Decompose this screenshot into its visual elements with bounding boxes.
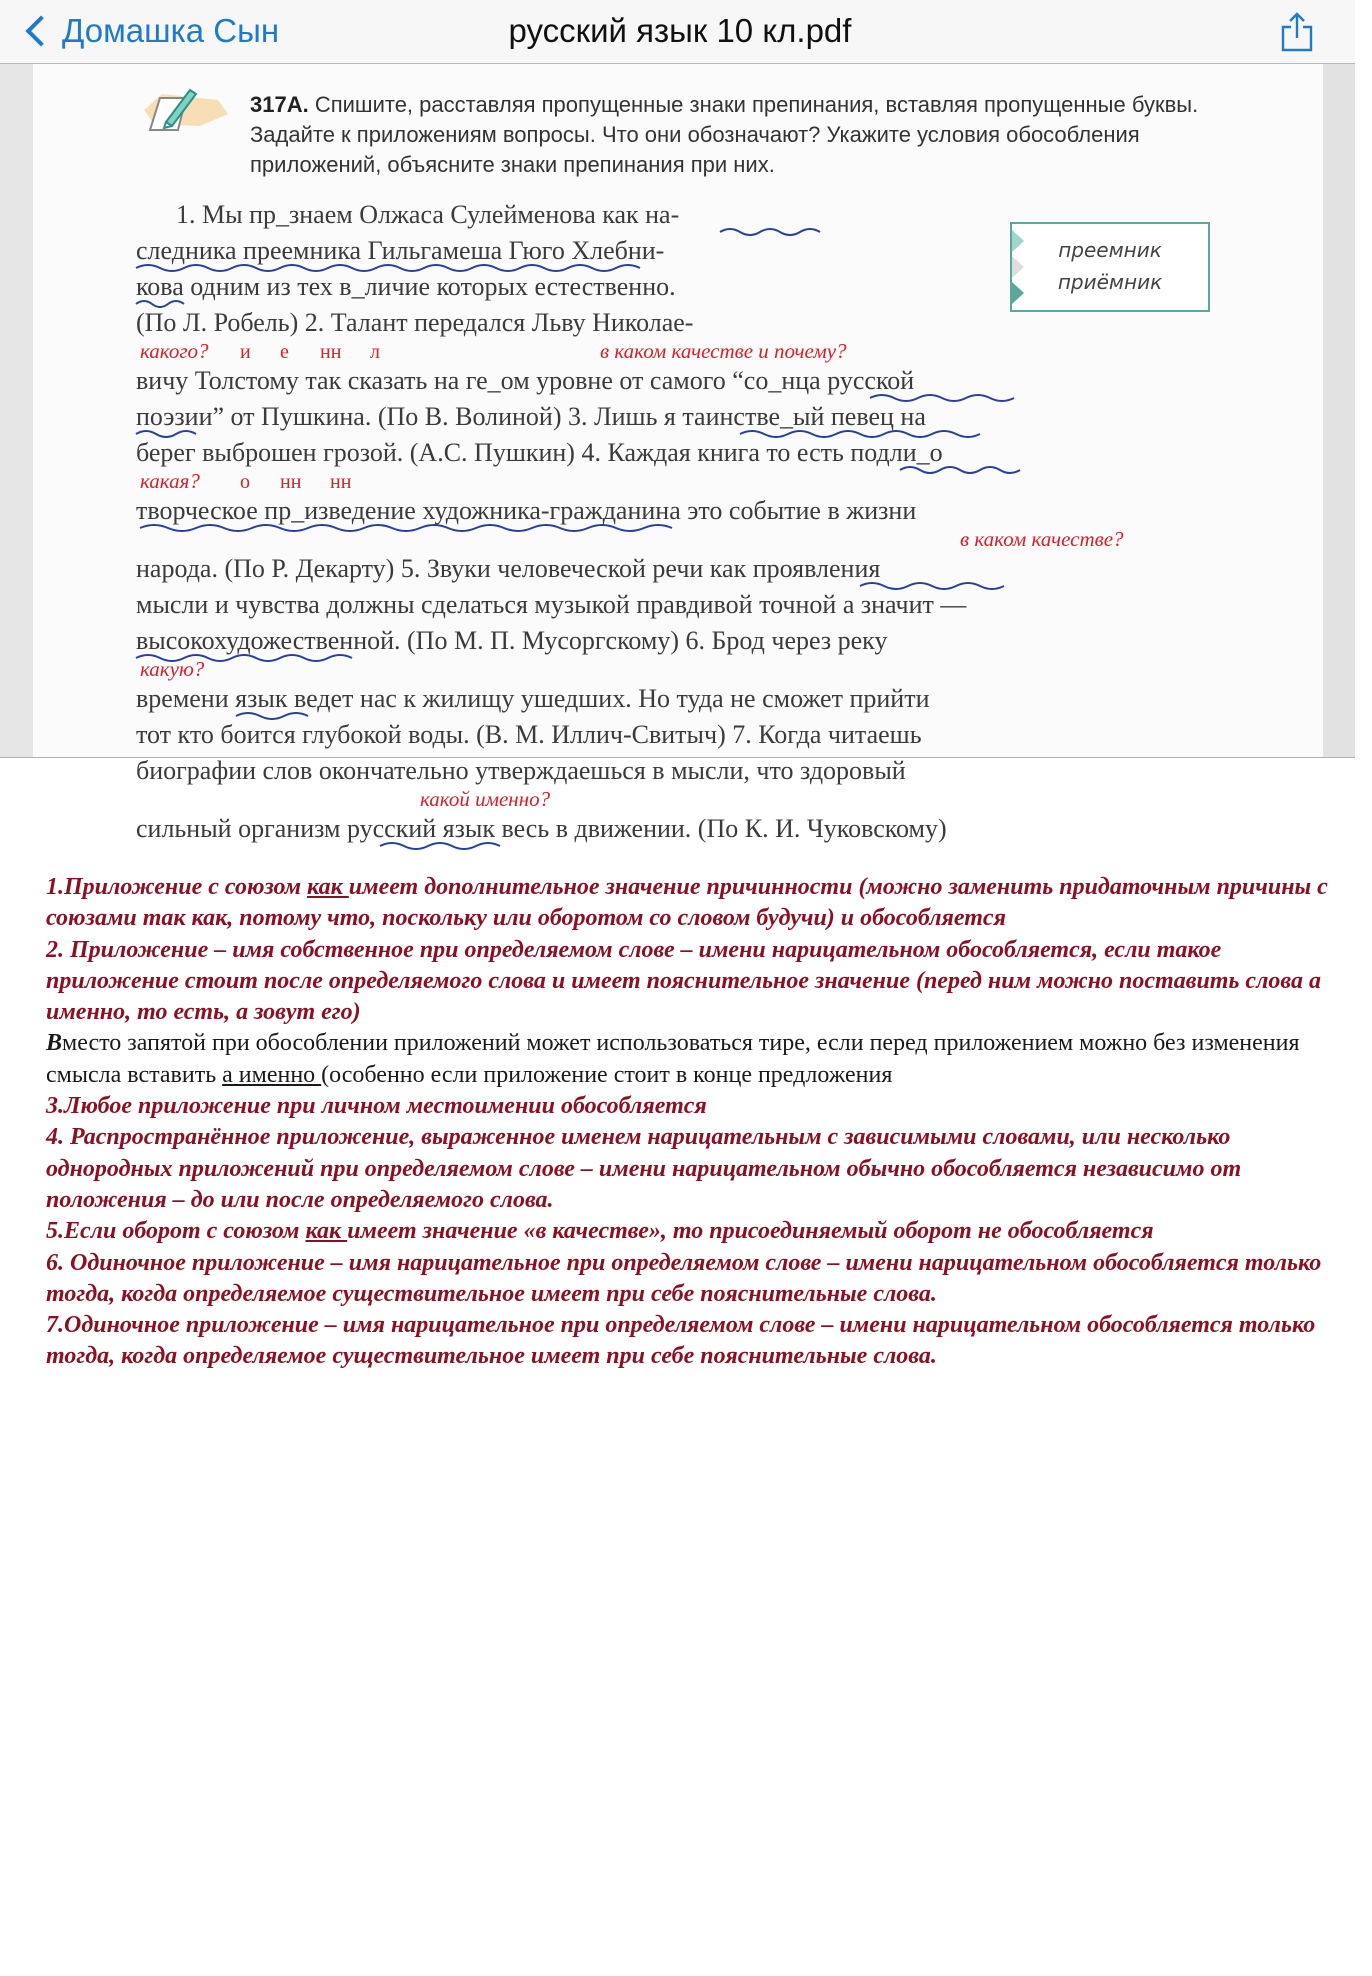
exercise-line: 1. Мы пр_знаем Олжаса Сулейменова как на-: [176, 200, 680, 229]
inserted-letter: е: [280, 341, 289, 363]
inserted-letter: и: [240, 341, 251, 363]
exercise-line: поэзии” от Пушкина. (По В. Волиной) 3. Лишь я таинстве_ый певец на: [136, 402, 926, 431]
annotation-question: какая?: [140, 469, 200, 493]
note-text: В: [46, 1030, 63, 1057]
note-underlined: как: [305, 1218, 348, 1245]
pencil-icon: [140, 84, 230, 136]
note-underlined: как: [307, 874, 349, 900]
note-1: [46, 872, 1336, 935]
note-7: 7.Одиночное приложение – имя нарицательное при определяемом слове – имени нарицательном обособляется только тогда, когда определяемое существительное имеет при себе пояснительные слова.: [46, 1312, 1316, 1370]
back-button-label: Домашка Сын: [62, 12, 280, 49]
document-title: русский язык 10 кл.pdf: [508, 12, 852, 49]
spelling-hint-box: [1010, 222, 1210, 312]
annotation-question: какую?: [140, 657, 205, 681]
note-underlined: а именно: [222, 1061, 322, 1088]
note-text: (особенно если приложение стоит в конце предложения: [321, 1061, 893, 1088]
rules-notes: [46, 872, 1336, 1373]
note-2: 2. Приложение – имя собственное при определяемом слове – имени нарицательном обособляется, если такое приложение стоит после определяемого слова и имеет пояснительное значение (перед ним можно поставить слова а именно, то есть, а зовут его): [46, 936, 1321, 1026]
exercise-line: высокохудожественной. (По М. П. Мусоргскому) 6. Брод через реку: [136, 626, 888, 655]
task-instructions: [250, 90, 1210, 180]
inserted-letter: л: [370, 341, 380, 363]
task-text: Спишите, расставляя пропущенные знаки препинания, вставляя пропущенные буквы. Задайте к приложениям вопросы. Что они обозначают? Укажите условия обособления приложений, объясните знаки препинания при них.: [250, 92, 1199, 177]
back-button[interactable]: [22, 12, 279, 50]
note-4: 4. Распространённое приложение, выраженное именем нарицательным с зависимыми словами, или несколько однородных приложений при определяемом слове – имени нарицательном обычно обособляется независимо от положения – до или после определяемого слова.: [46, 1124, 1242, 1213]
annotation-question: какой именно?: [420, 787, 551, 811]
exercise-line: (По Л. Робель) 2. Талант передался Льву Николае-: [136, 308, 694, 337]
note-5: [46, 1216, 1336, 1247]
note-text: имеет значение «в качестве», то присоединяемый оборот не обособляется: [347, 1218, 1154, 1245]
inserted-letter: нн: [320, 341, 342, 363]
navigation-bar: [0, 0, 1355, 64]
scroll-gutter: [1323, 64, 1355, 757]
task-number: 317А.: [250, 92, 309, 117]
exercise-line: вичу Толстому так сказать на ге_ом уровне от самого “со_нца русской: [136, 366, 915, 395]
chevron-left-icon: [25, 15, 56, 46]
note-text: 1.Приложение с союзом: [46, 874, 308, 900]
hint-word-2: приёмник: [1057, 270, 1163, 294]
hint-word-1: преемник: [1058, 238, 1162, 262]
exercise-line: кова одним из тех в_личие которых естественно.: [136, 272, 676, 301]
inserted-letter: о: [240, 471, 250, 493]
exercise-line: биографии слов окончательно утверждаешься в мысли, что здоровый: [136, 756, 906, 785]
exercise-line: сильный организм русский язык весь в движении. (По К. И. Чуковскому): [136, 814, 947, 843]
inserted-letter: нн: [330, 471, 352, 493]
note-text: место запятой при обособлении приложений может использоваться тире, если перед приложением можно без изменения смысла вставить: [46, 1030, 1300, 1088]
annotation-question: в каком качестве и почему?: [600, 339, 847, 363]
exercise-line: народа. (По Р. Декарту) 5. Звуки человеческой речи как проявления: [136, 554, 881, 583]
note-text: 5.Если оборот с союзом: [46, 1218, 306, 1245]
annotation-question: какого?: [140, 339, 209, 363]
note-text: имеет дополнительное значение причинности (можно заменить придаточным причины с союзами так как, потому что, поскольку или оборотом со словом будучи) и обособляется: [46, 874, 1328, 932]
note-2-dash: [46, 1028, 1336, 1091]
share-icon[interactable]: [1280, 12, 1314, 52]
annotation-question: в каком качестве?: [960, 527, 1124, 551]
exercise-line: творческое пр_изведение художника-гражданина это событие в жизни: [136, 496, 917, 525]
exercise-line: времени язык ведет нас к жилищу ушедших. Но туда не сможет прийти: [136, 684, 930, 713]
exercise-line: берег выброшен грозой. (А.С. Пушкин) 4. Каждая книга то есть подли_о: [136, 438, 943, 467]
inserted-letter: нн: [280, 471, 302, 493]
exercise-line: мысли и чувства должны сделаться музыкой правдивой точной а значит —: [136, 590, 967, 619]
exercise-line: следника преемника Гильгамеша Гюго Хлебни-: [136, 236, 665, 265]
note-3: 3.Любое приложение при личном местоимении обособляется: [46, 1093, 707, 1120]
note-6: 6. Одиночное приложение – имя нарицательное при определяемом слове – имени нарицательном обособляется только тогда, когда определяемое существительное имеет при себе пояснительные слова.: [46, 1249, 1322, 1307]
exercise-line: тот кто боится глубокой воды. (В. М. Иллич-Свитыч) 7. Когда читаешь: [136, 720, 922, 749]
